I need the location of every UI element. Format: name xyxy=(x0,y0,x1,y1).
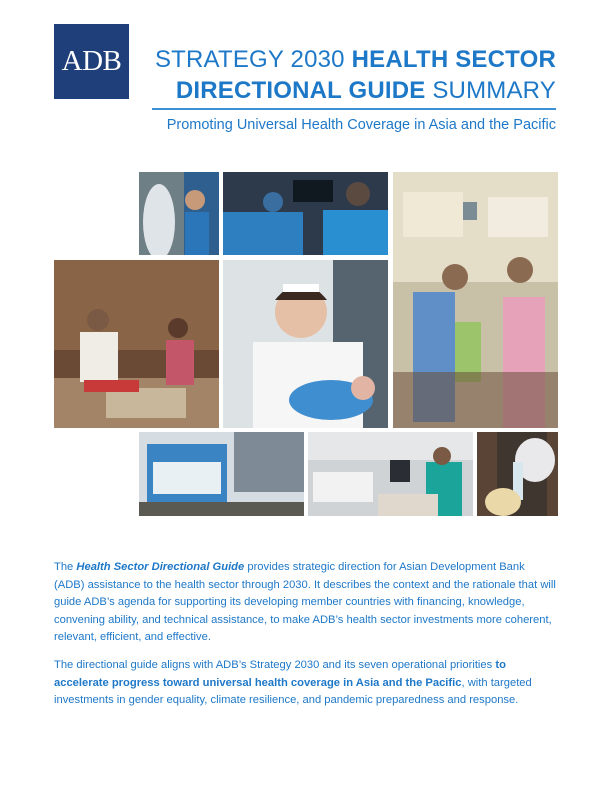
alignment-post: , with targeted investments in gender equality, climate resilience, and pandemic preparedness and response. xyxy=(54,676,532,707)
photo-nurse-with-newborn xyxy=(223,260,388,428)
photo-infant-weighing xyxy=(393,172,558,428)
title-directional-guide: DIRECTIONAL GUIDE xyxy=(175,77,426,104)
page-title xyxy=(155,44,556,106)
alignment-paragraph xyxy=(54,657,558,710)
photo-ppe-health-workers xyxy=(139,172,219,255)
intro-guide-title: Health Sector Directional Guide xyxy=(76,561,245,573)
intro-post: provides strategic direction for Asian Development Bank (ADB) assistance to the health sector through 2030. It describes the context and the rationale that will guide ADB’s agenda for supporting its developing member countries with financing, knowledge, convening ability, and technical assistance, to make ADB’s health sector investments more coherent, relevant, efficient, and effective. xyxy=(54,561,556,644)
intro-paragraph xyxy=(54,559,558,647)
photo-surgery xyxy=(223,172,388,255)
photo-vaccine-vial xyxy=(477,432,558,516)
title-strategy: STRATEGY 2030 xyxy=(154,46,352,73)
alignment-pre: The directional guide aligns with ADB’s Strategy 2030 and its seven operational priorities xyxy=(54,659,496,671)
intro-pre: The xyxy=(54,561,77,573)
photo-home-visit xyxy=(54,260,219,428)
alignment-emphasis: to accelerate progress toward universal health coverage in Asia and the Pacific xyxy=(54,659,506,689)
page-subtitle: Promoting Universal Health Coverage in Asia and the Pacific xyxy=(166,117,556,133)
title-summary: SUMMARY xyxy=(425,77,556,104)
title-divider xyxy=(152,108,556,110)
adb-logo xyxy=(54,24,129,99)
photo-hospital-ward xyxy=(308,432,473,516)
logo-text: ADB xyxy=(61,45,122,77)
title-health-sector: HEALTH SECTOR xyxy=(351,46,556,73)
photo-hospital-signboard xyxy=(139,432,304,516)
